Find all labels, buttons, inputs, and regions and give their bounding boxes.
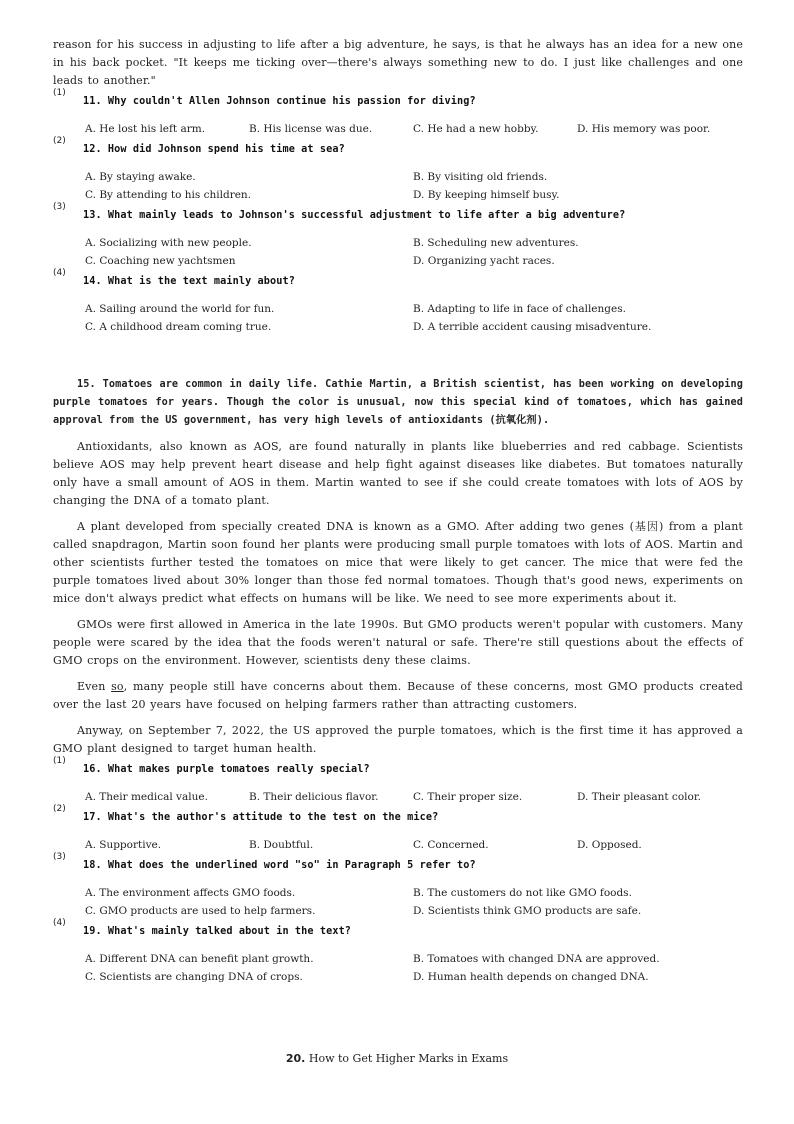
answer-option[interactable]: A. Supportive. [85, 839, 162, 851]
question-stem: 14. What is the text mainly about? [83, 276, 295, 287]
passage-paragraph-3: GMOs were first allowed in America in the late 1990s. But GMO products weren't popular with customers. Many people were scared by the idea that the foods weren't natural or safe. There're still questions about the effects of GMO crops on the environment. However, scientists deny these claims. [53, 618, 743, 667]
answer-options [85, 168, 743, 204]
answer-option[interactable]: C. A childhood dream coming true. [85, 321, 272, 333]
answer-option[interactable]: D. His memory was poor. [577, 123, 711, 135]
answer-option[interactable]: C. Concerned. [413, 839, 489, 851]
sub-question-number: (4) [53, 918, 66, 928]
underlined-word-so: so [111, 680, 124, 693]
answer-options [85, 884, 743, 920]
question-header [53, 804, 743, 830]
question-20-title [0, 1052, 794, 1065]
question-header [53, 918, 743, 944]
question-set-1 [53, 88, 743, 336]
answer-option[interactable]: B. Scheduling new adventures. [413, 237, 579, 249]
sub-question-number: (2) [53, 136, 66, 146]
answer-option[interactable]: C. By attending to his children. [85, 189, 252, 201]
answer-option[interactable]: A. Different DNA can benefit plant growth. [85, 953, 314, 965]
sub-question-number: (3) [53, 852, 66, 862]
answer-options [85, 300, 743, 336]
question-stem: 12. How did Johnson spend his time at sea? [83, 144, 345, 155]
answer-option[interactable]: D. Opposed. [577, 839, 642, 851]
question-header [53, 88, 743, 114]
answer-option[interactable]: A. By staying awake. [85, 171, 196, 183]
answer-option[interactable]: A. The environment affects GMO foods. [85, 887, 296, 899]
question-header [53, 136, 743, 162]
passage-tail: reason for his success in adjusting to life after a big adventure, he says, is that he always has an idea for a new one in his back pocket. "It keeps me ticking over—there's always something new to do. I just like challenges and one leads to another." [53, 38, 743, 87]
answer-option[interactable]: D. Their pleasant color. [577, 791, 702, 803]
answer-option[interactable]: A. Sailing around the world for fun. [85, 303, 275, 315]
question-stem: 16. What makes purple tomatoes really special? [83, 764, 370, 775]
answer-option[interactable]: C. He had a new hobby. [413, 123, 539, 135]
answer-option[interactable]: A. He lost his left arm. [85, 123, 206, 135]
answer-option[interactable]: B. Doubtful. [249, 839, 314, 851]
question-15-intro: 15. Tomatoes are common in daily life. Cathie Martin, a British scientist, has been working on developing purple tomatoes for years. Though the color is unusual, now this special kind of tomatoes, which has gained approval from the US government, has very high levels of antioxidants (抗氧化剂). [53, 379, 743, 426]
answer-option[interactable]: B. Their delicious flavor. [249, 791, 379, 803]
passage-paragraph-4 [53, 678, 743, 714]
question-20-number: 20. [285, 1052, 306, 1065]
answer-option[interactable]: D. Human health depends on changed DNA. [413, 971, 649, 983]
answer-options [85, 120, 743, 138]
question-stem: 18. What does the underlined word "so" in Paragraph 5 refer to? [83, 860, 476, 871]
answer-option[interactable]: A. Socializing with new people. [85, 237, 252, 249]
p4-rest: , many people still have concerns about them. Because of these concerns, most GMO products created over the last 20 years have focused on helping farmers rather than attracting customers. [53, 680, 743, 711]
sub-question-number: (1) [53, 756, 66, 766]
question-stem: 13. What mainly leads to Johnson's successful adjustment to life after a big adventure? [83, 210, 626, 221]
sub-question-number: (2) [53, 804, 66, 814]
answer-option[interactable]: C. Scientists are changing DNA of crops. [85, 971, 303, 983]
question-stem: 19. What's mainly talked about in the text? [83, 926, 352, 937]
answer-option[interactable]: A. Their medical value. [85, 791, 208, 803]
question-set-2 [53, 756, 743, 986]
answer-option[interactable]: B. His license was due. [249, 123, 373, 135]
answer-option[interactable]: B. The customers do not like GMO foods. [413, 887, 632, 899]
exam-page [53, 36, 743, 986]
answer-options [85, 836, 743, 854]
sub-question-number: (1) [53, 88, 66, 98]
answer-option[interactable]: D. A terrible accident causing misadventure. [413, 321, 652, 333]
question-header [53, 852, 743, 878]
sub-question-number: (4) [53, 268, 66, 278]
answer-options [85, 950, 743, 986]
answer-option[interactable]: D. By keeping himself busy. [413, 189, 560, 201]
answer-option[interactable]: C. GMO products are used to help farmers. [85, 905, 316, 917]
answer-option[interactable]: B. Adapting to life in face of challenges. [413, 303, 626, 315]
answer-option[interactable]: D. Scientists think GMO products are safe. [413, 905, 642, 917]
passage-paragraph-5: Anyway, on September 7, 2022, the US approved the purple tomatoes, which is the first time it has approved a GMO plant designed to target human health. [53, 724, 743, 755]
question-20-text: How to Get Higher Marks in Exams [308, 1052, 509, 1065]
answer-option[interactable]: D. Organizing yacht races. [413, 255, 555, 267]
sub-question-number: (3) [53, 202, 66, 212]
question-stem: 11. Why couldn't Allen Johnson continue his passion for diving? [83, 96, 476, 107]
answer-option[interactable]: C. Their proper size. [413, 791, 523, 803]
question-stem: 17. What's the author's attitude to the test on the mice? [83, 812, 439, 823]
answer-option[interactable]: C. Coaching new yachtsmen [85, 255, 236, 267]
passage-paragraph-1: Antioxidants, also known as AOS, are found naturally in plants like blueberries and red cabbage. Scientists believe AOS may help prevent heart disease and help fight against diseases like diabetes. But tomatoes naturally only have a small amount of AOS in them. Martin wanted to see if she could create tomatoes with lots of AOS by changing the DNA of a tomato plant. [53, 440, 743, 507]
question-header [53, 268, 743, 294]
answer-options [85, 234, 743, 270]
answer-options [85, 788, 743, 806]
question-header [53, 756, 743, 782]
answer-option[interactable]: B. By visiting old friends. [413, 171, 548, 183]
passage-paragraph-2: A plant developed from specially created DNA is known as a GMO. After adding two genes (基因) from a plant called snapdragon, Martin soon found her plants were producing small purple tomatoes with lots of AOS. Martin and other scientists further tested the tomatoes on mice that were likely to get cancer. The mice that were fed the purple tomatoes lived about 30% longer than those fed normal tomatoes. Though that's good news, experiments on mice don't always predict what effects on humans will be like. We need to see more experiments about it. [53, 520, 743, 605]
answer-option[interactable]: B. Tomatoes with changed DNA are approved. [413, 953, 660, 965]
question-header [53, 202, 743, 228]
p4-start: Even [77, 680, 112, 693]
